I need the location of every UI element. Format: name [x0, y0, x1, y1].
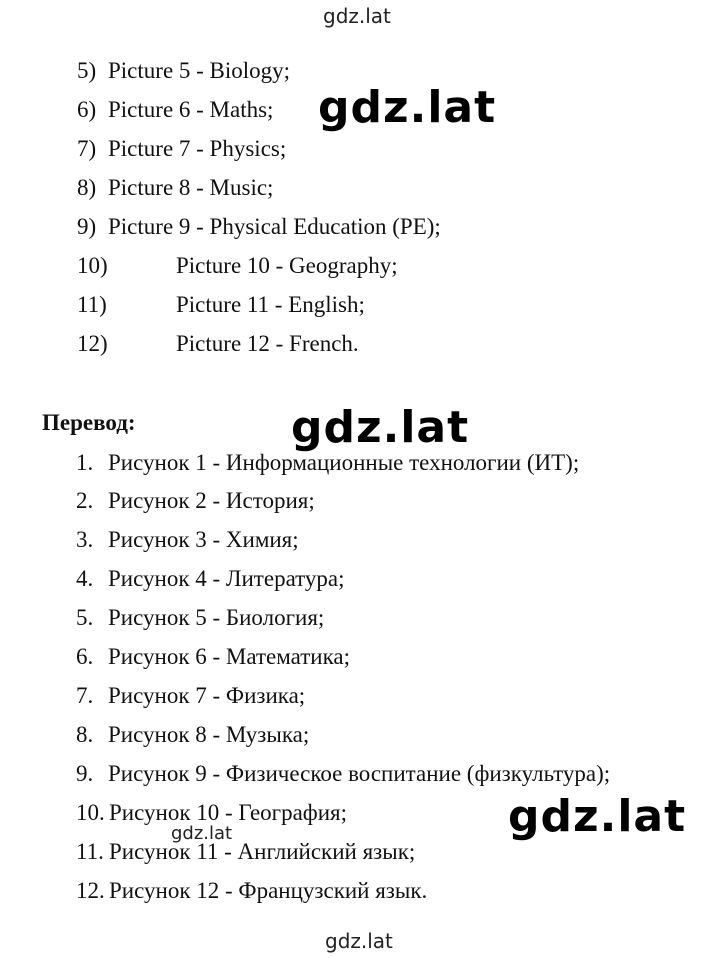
list-item-text: Picture 7 - Physics; — [108, 136, 287, 161]
list-item — [77, 332, 359, 355]
watermark-large: gdz.lat — [318, 82, 497, 133]
list-item — [76, 762, 610, 785]
watermark-top: gdz.lat — [323, 4, 391, 28]
list-item-number: 6. — [76, 644, 94, 669]
watermark-small: gdz.lat — [171, 823, 233, 844]
list-item-text: Рисунок 12 - Французский язык. — [109, 878, 428, 903]
list-item-number: 9) — [77, 214, 97, 239]
list-item — [76, 684, 305, 707]
list-item-number: 4. — [76, 566, 94, 591]
section-heading: Перевод: — [42, 410, 136, 435]
list-item-text: Рисунок 9 - Физическое воспитание (физкультура); — [108, 761, 611, 786]
list-item — [77, 215, 441, 238]
list-item-text: Picture 5 - Biology; — [108, 58, 291, 83]
list-item-number: 1. — [76, 450, 94, 475]
list-item-text: Picture 11 - English; — [176, 292, 365, 317]
list-item-number: 9. — [76, 761, 94, 786]
list-item-number: 11. — [76, 839, 104, 864]
list-item — [76, 451, 579, 474]
list-item — [76, 606, 324, 629]
list-item — [76, 645, 350, 668]
list-item-text: Рисунок 7 - Физика; — [108, 683, 306, 708]
list-item-number: 10) — [77, 253, 108, 278]
list-item-text: Рисунок 5 - Биология; — [108, 605, 325, 630]
list-item-number: 12. — [76, 878, 105, 903]
list-item-text: Picture 12 - French. — [176, 331, 359, 356]
list-item — [76, 801, 347, 824]
list-item-number: 7) — [77, 136, 97, 161]
watermark-large: gdz.lat — [508, 791, 687, 842]
list-item-number: 8) — [77, 175, 97, 200]
list-item-text: Picture 8 - Music; — [108, 175, 274, 200]
list-item-number: 11) — [77, 292, 107, 317]
list-item-text: Picture 10 - Geography; — [176, 253, 398, 278]
list-item — [77, 98, 273, 121]
list-item — [76, 840, 415, 863]
list-item-number: 7. — [76, 683, 94, 708]
list-item-text: Рисунок 1 - Информационные технологии (ИТ); — [108, 450, 580, 475]
list-item-text: Рисунок 11 - Английский язык; — [109, 839, 416, 864]
list-item-text: Picture 9 - Physical Education (PE); — [108, 214, 441, 239]
list-item-number: 3. — [76, 527, 94, 552]
list-item-number: 6) — [77, 97, 97, 122]
list-item — [77, 293, 365, 316]
watermark-large: gdz.lat — [291, 402, 470, 453]
list-item-number: 5) — [77, 58, 97, 83]
list-item-text: Рисунок 2 - История; — [108, 488, 315, 513]
list-item-text: Рисунок 8 - Музыка; — [108, 722, 310, 747]
list-item-text: Рисунок 6 - Математика; — [108, 644, 351, 669]
list-item-number: 2. — [76, 488, 94, 513]
list-item — [77, 254, 398, 277]
list-item — [76, 879, 427, 902]
watermark-bottom: gdz.lat — [325, 929, 393, 953]
list-item — [76, 723, 309, 746]
list-item-number: 5. — [76, 605, 94, 630]
list-item — [76, 489, 315, 512]
list-item — [77, 59, 290, 82]
list-item — [77, 137, 286, 160]
list-item-number: 8. — [76, 722, 94, 747]
list-item-text: Рисунок 3 - Химия; — [108, 527, 299, 552]
list-item-number: 12) — [77, 331, 108, 356]
list-item — [77, 176, 273, 199]
list-item-text: Рисунок 10 - География; — [109, 800, 347, 825]
list-item-number: 10. — [76, 800, 105, 825]
list-item — [76, 567, 345, 590]
list-item-text: Рисунок 4 - Литература; — [108, 566, 345, 591]
list-item — [76, 528, 299, 551]
list-item-text: Picture 6 - Maths; — [108, 97, 274, 122]
